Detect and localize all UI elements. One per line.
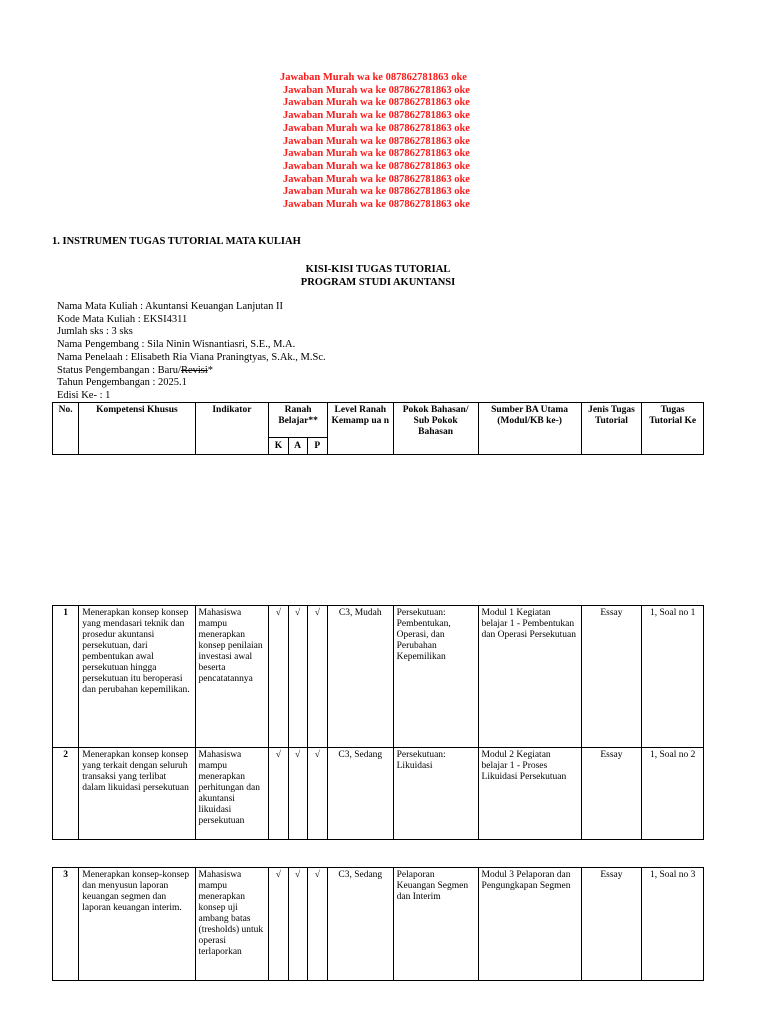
table-row bbox=[53, 748, 704, 840]
promo-line: Jawaban Murah wa ke 087862781863 oke bbox=[280, 72, 467, 83]
promo-line: Jawaban Murah wa ke 087862781863 oke bbox=[283, 160, 470, 172]
promo-line: Jawaban Murah wa ke 087862781863 oke bbox=[283, 84, 470, 96]
promo-line: Jawaban Murah wa ke 087862781863 oke bbox=[283, 122, 470, 134]
col-header-indicator: Indikator bbox=[195, 403, 269, 455]
row-level: C3, Mudah bbox=[327, 606, 393, 748]
row-task-number: 1, Soal no 2 bbox=[642, 748, 704, 840]
promo-text-block bbox=[0, 72, 768, 212]
row-topic: Pelaporan Keuangan Segmen dan Interim bbox=[393, 868, 478, 981]
row-a-check: √ bbox=[288, 868, 307, 981]
col-header-learning-domain: Ranah Belajar** bbox=[269, 403, 328, 438]
row-task-type: Essay bbox=[581, 606, 642, 748]
row-a-check: √ bbox=[288, 748, 307, 840]
status-prefix: Status Pengembangan : Baru/ bbox=[57, 364, 181, 376]
promo-line: Jawaban Murah wa ke 087862781863 oke bbox=[283, 173, 470, 185]
table-row bbox=[53, 868, 704, 981]
promo-line: Jawaban Murah wa ke 087862781863 oke bbox=[283, 110, 470, 122]
promo-line: Jawaban Murah wa ke 087862781863 oke bbox=[283, 97, 470, 109]
edition: Edisi Ke- : 1 bbox=[57, 389, 111, 401]
promo-line: Jawaban Murah wa ke 087862781863 oke bbox=[283, 186, 470, 198]
col-header-level: Level Ranah Kemamp ua n bbox=[327, 403, 393, 455]
row-level: C3, Sedang bbox=[327, 868, 393, 981]
row-topic: Persekutuan: Pembentukan, Operasi, dan Perubahan Kepemilikan bbox=[393, 606, 478, 748]
promo-line: Jawaban Murah wa ke 087862781863 oke bbox=[283, 135, 470, 147]
status-struck: Revisi bbox=[180, 364, 208, 376]
row-competency: Menerapkan konsep-konsep dan menyusun laporan keuangan segmen dan laporan keuangan interim. bbox=[79, 868, 195, 981]
row-k-check: √ bbox=[269, 868, 288, 981]
row-task-number: 1, Soal no 3 bbox=[642, 868, 704, 981]
row-no: 1 bbox=[53, 606, 79, 748]
row-p-check: √ bbox=[307, 606, 327, 748]
col-header-k: K bbox=[269, 438, 288, 455]
promo-line: Jawaban Murah wa ke 087862781863 oke bbox=[283, 148, 470, 160]
row-source: Modul 2 Kegiatan belajar 1 - Proses Likuidasi Persekutuan bbox=[478, 748, 581, 840]
row-source: Modul 1 Kegiatan belajar 1 - Pembentukan dan Operasi Persekutuan bbox=[478, 606, 581, 748]
row-no: 2 bbox=[53, 748, 79, 840]
row-indicator: Mahasiswa mampu menerapkan perhitungan dan akuntansi likuidasi persekutuan bbox=[195, 748, 269, 840]
row-task-number: 1, Soal no 1 bbox=[642, 606, 704, 748]
document-title: KISI-KISI TUGAS TUTORIAL bbox=[305, 264, 451, 275]
row-topic: Persekutuan: Likuidasi bbox=[393, 748, 478, 840]
row-level: C3, Sedang bbox=[327, 748, 393, 840]
developer-name: Nama Pengembang : Sila Ninin Wisnantiasri, S.E., M.A. bbox=[57, 339, 296, 351]
status-suffix: * bbox=[207, 364, 214, 376]
row-task-type: Essay bbox=[581, 748, 642, 840]
course-code: Kode Mata Kuliah : EKSI4311 bbox=[57, 313, 188, 325]
row-competency: Menerapkan konsep konsep yang mendasari teknik dan prosedur akuntansi persekutuan, dari pembentukan awal persekutuan hingga persekutuan itu beroperasi dan perubahan kepemilikan. bbox=[79, 606, 195, 748]
col-header-source: Sumber BA Utama (Modul/KB ke-) bbox=[478, 403, 581, 455]
row-k-check: √ bbox=[269, 748, 288, 840]
row-indicator: Mahasiswa mampu menerapkan konsep uji ambang batas (tresholds) untuk operasi terlaporkan bbox=[195, 868, 269, 981]
promo-line: Jawaban Murah wa ke 087862781863 oke bbox=[283, 199, 470, 211]
col-header-topic: Pokok Bahasan/ Sub Pokok Bahasan bbox=[393, 403, 478, 455]
grid-body-table-1 bbox=[52, 605, 704, 840]
row-p-check: √ bbox=[307, 748, 327, 840]
col-header-a: A bbox=[288, 438, 307, 455]
grid-header-table bbox=[52, 402, 704, 455]
development-status bbox=[57, 365, 326, 378]
row-task-type: Essay bbox=[581, 868, 642, 981]
credit-count: Jumlah sks : 3 sks bbox=[57, 326, 133, 338]
row-k-check: √ bbox=[269, 606, 288, 748]
course-metadata bbox=[57, 301, 326, 403]
grid-body-table-2 bbox=[52, 867, 704, 981]
development-year: Tahun Pengembangan : 2025.1 bbox=[57, 377, 187, 389]
col-header-task-number: Tugas Tutorial Ke bbox=[642, 403, 704, 455]
row-source: Modul 3 Pelaporan dan Pengungkapan Segmen bbox=[478, 868, 581, 981]
course-name: Nama Mata Kuliah : Akuntansi Keuangan Lanjutan II bbox=[57, 301, 283, 312]
col-header-task-type: Jenis Tugas Tutorial bbox=[581, 403, 642, 455]
row-a-check: √ bbox=[288, 606, 307, 748]
col-header-competency: Kompetensi Khusus bbox=[79, 403, 195, 455]
row-competency: Menerapkan konsep konsep yang terkait dengan seluruh transaksi yang terlibat dalam likuidasi persekutuan bbox=[79, 748, 195, 840]
col-header-p: P bbox=[307, 438, 327, 455]
table-row bbox=[53, 606, 704, 748]
col-header-no: No. bbox=[53, 403, 79, 455]
document-subtitle: PROGRAM STUDI AKUNTANSI bbox=[300, 277, 456, 288]
row-no: 3 bbox=[53, 868, 79, 981]
reviewer-name: Nama Penelaah : Elisabeth Ria Viana Praningtyas, S.Ak., M.Sc. bbox=[57, 351, 326, 363]
row-indicator: Mahasiswa mampu menerapkan konsep penilaian investasi awal beserta pencatatannya bbox=[195, 606, 269, 748]
section-title: 1. INSTRUMEN TUGAS TUTORIAL MATA KULIAH bbox=[52, 236, 301, 247]
row-p-check: √ bbox=[307, 868, 327, 981]
